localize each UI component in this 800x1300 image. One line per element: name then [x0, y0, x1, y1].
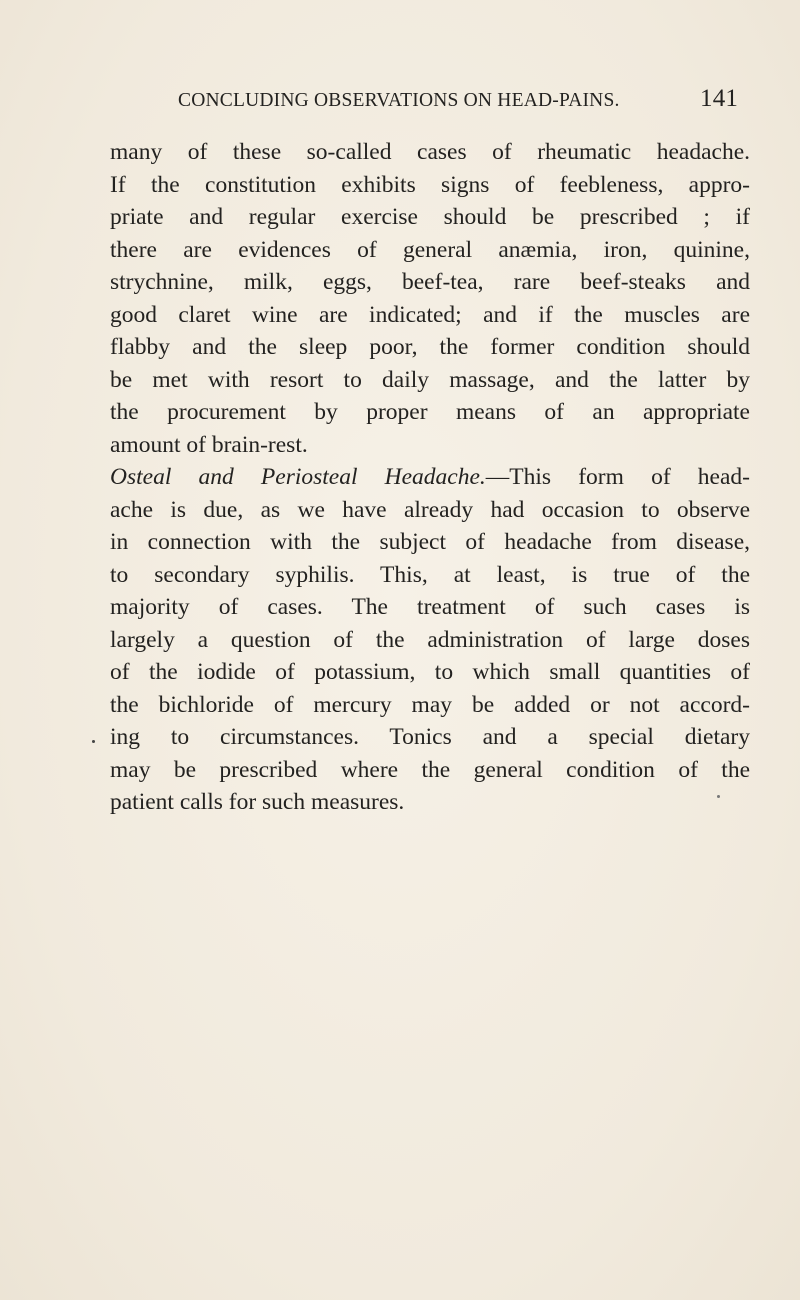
section-heading: Osteal and Periosteal Headache.	[110, 464, 486, 490]
text-line: majority of cases. The treatment of such cases is	[110, 594, 750, 620]
text-line: patient calls for such measures.	[110, 789, 405, 815]
section-first-line	[110, 461, 750, 494]
text-line: to secondary syphilis. This, at least, is true of the	[110, 561, 750, 588]
text-line: largely a question of the administration of large doses	[110, 626, 750, 653]
text-line: the procurement by proper means of an appropriate	[110, 399, 750, 425]
ink-speck	[92, 740, 95, 743]
section-first-line-text: —This form of head-	[485, 464, 750, 490]
text-line: be met with resort to daily massage, and the latter by	[110, 366, 750, 393]
text-line: flabby and the sleep poor, the former condition should	[110, 334, 750, 360]
text-line: there are evidences of general anæmia, iron, quinine,	[110, 236, 750, 263]
running-head	[178, 85, 739, 120]
text-line: may be prescribed where the general condition of the	[110, 756, 750, 783]
running-title: CONCLUDING OBSERVATIONS ON HEAD-PAINS.	[178, 90, 620, 111]
text-line: many of these so-called cases of rheumatic headache.	[110, 139, 750, 165]
text-line: in connection with the subject of headache from disease,	[110, 529, 750, 555]
text-line: good claret wine are indicated; and if the muscles are	[110, 301, 750, 328]
text-line: ing to circumstances. Tonics and a special dietary	[110, 724, 750, 750]
ink-speck	[717, 795, 720, 798]
text-line: priate and regular exercise should be prescribed ; if	[110, 204, 750, 230]
text-line: of the iodide of potassium, to which small quantities of	[110, 659, 750, 685]
text-line: amount of brain-rest.	[110, 431, 308, 458]
text-line: If the constitution exhibits signs of feebleness, appro-	[110, 171, 750, 198]
page-number: 141	[700, 85, 739, 112]
text-line: the bichloride of mercury may be added or not accord-	[110, 691, 750, 718]
text-line: ache is due, as we have already had occasion to observe	[110, 496, 750, 523]
text-line: strychnine, milk, eggs, beef-tea, rare beef-steaks and	[110, 269, 750, 295]
body-text	[110, 136, 750, 819]
